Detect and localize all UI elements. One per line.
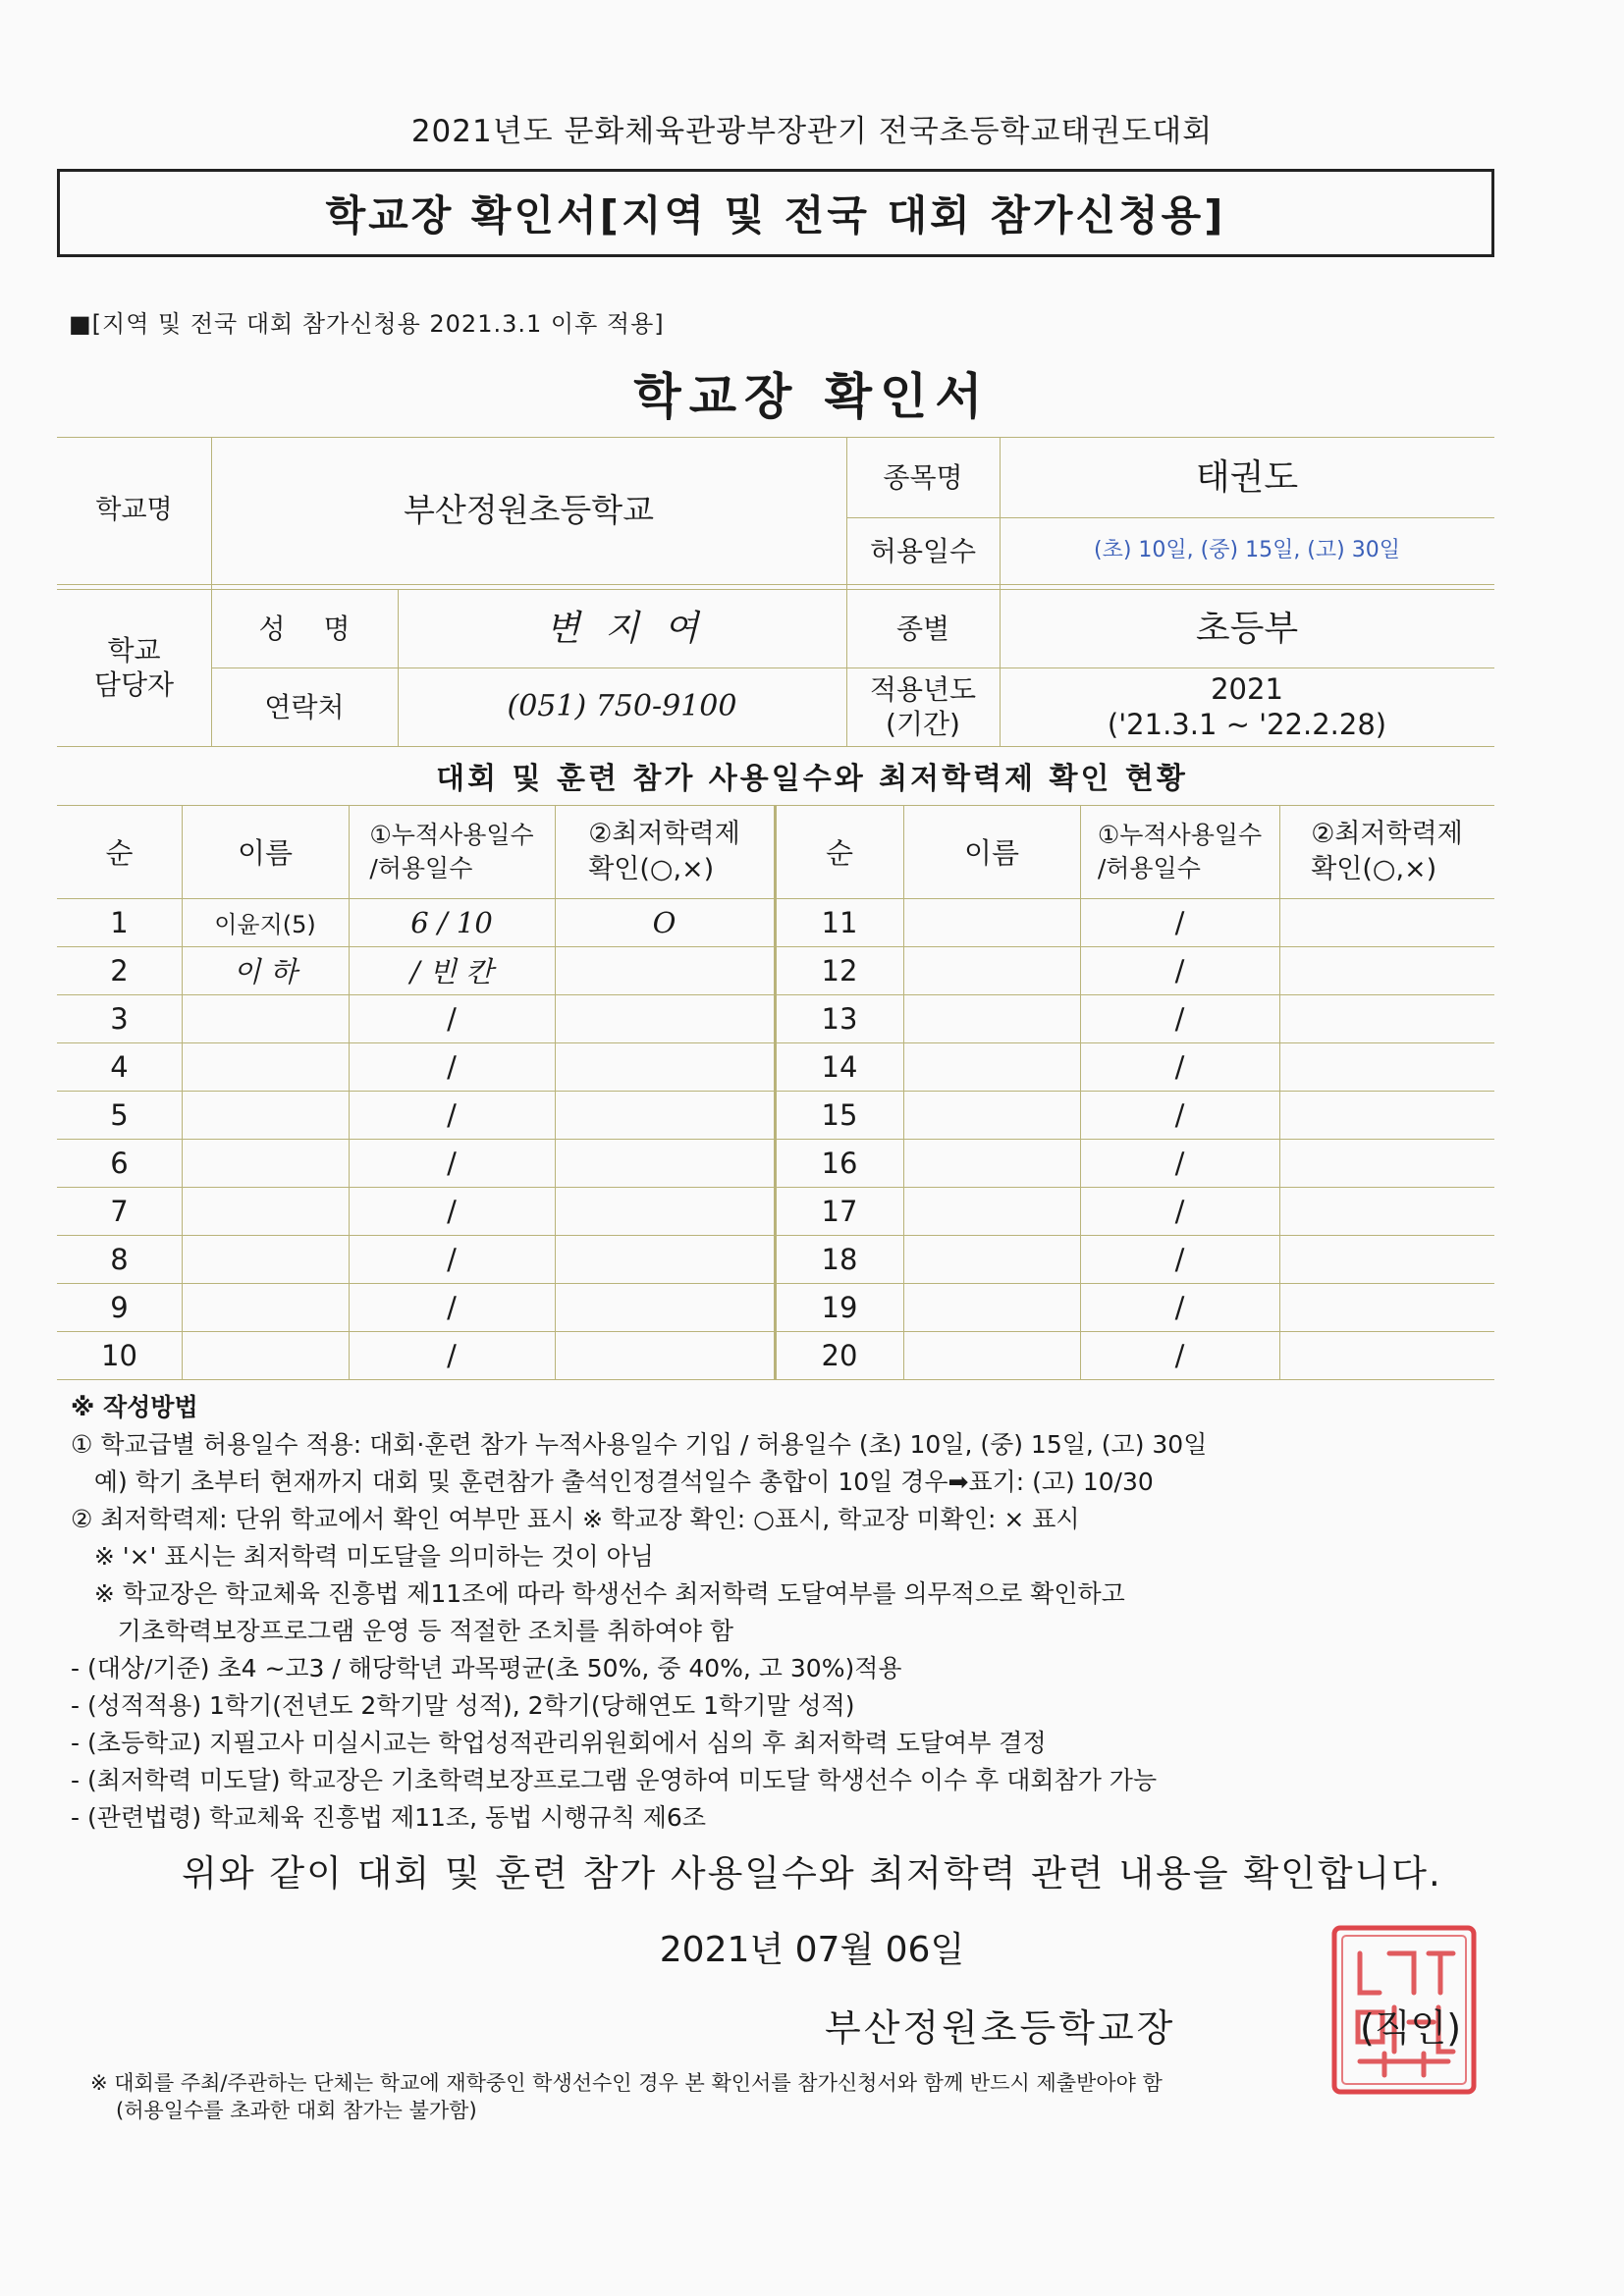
row-8-no: 8 [110,1242,129,1276]
header-name: 이름 [237,836,294,870]
row-16-name [903,1139,1080,1187]
school-value: 부산정원초등학교 [403,491,655,530]
school-label: 학교명 [95,495,173,526]
row-11-days: / [1174,905,1185,939]
row-3-name [182,994,349,1042]
row-6-days: / [447,1146,457,1180]
footnote-1: ※ 대회를 주최/주관하는 단체는 학교에 재학중인 학생선수인 경우 본 확인서를 참가신청서와 함께 반드시 제출받아야 함 [90,2071,1163,2095]
instruction-line: 예) 학기 초부터 현재까지 대회 및 훈련참가 출석인정결석일수 총합이 10일 경우➡표기: (고) 10/30 [71,1468,1154,1496]
row-17-days: / [1174,1194,1185,1228]
row-3-no: 3 [110,1001,129,1036]
row-7-check [555,1187,774,1235]
header-name-2: 이름 [963,836,1020,870]
row-6-no: 6 [110,1146,129,1180]
row-2-name: 이 하 [233,955,298,988]
instruction-line: ※ '×' 표시는 최저학력 미도달을 의미하는 것이 아님 [71,1542,654,1571]
year-value: 2021 ('21.3.1 ~ '22.2.28) [1107,671,1387,741]
row-9-no: 9 [110,1290,129,1324]
row-8-name [182,1235,349,1283]
row-10-days: / [447,1338,457,1372]
row-9-name [182,1283,349,1331]
row-1-days: 6 / 10 [410,905,493,939]
row-6-name [182,1139,349,1187]
row-20-no: 20 [821,1338,858,1372]
row-14-no: 14 [821,1049,858,1084]
confirm-text: 위와 같이 대회 및 훈련 참가 사용일수와 최저학력 관련 내용을 확인합니다. [182,1852,1442,1895]
row-18-days: / [1174,1242,1185,1276]
header-check: ②최저학력제 확인(○,×) [588,819,740,884]
row-9-check [555,1283,774,1331]
row-1-check: O [652,905,677,939]
row-3-check [555,994,774,1042]
days-value: (초) 10일, (중) 15일, (고) 30일 [1094,538,1400,563]
divider [57,746,1494,747]
row-2-no: 2 [110,953,129,988]
row-17-no: 17 [821,1194,858,1228]
row-2-days: / 빈 칸 [409,955,494,988]
row-10-name [182,1331,349,1379]
row-11-no: 11 [821,905,858,939]
year-label: 적용년도 (기간) [869,673,977,740]
sport-value: 태권도 [1195,456,1299,498]
row-19-no: 19 [821,1290,858,1324]
division-value: 초등부 [1195,608,1299,649]
header-days: ①누적사용일수 /허용일수 [369,820,534,882]
sport-label: 종목명 [883,460,963,494]
row-7-no: 7 [110,1194,129,1228]
row-19-check [1279,1283,1494,1331]
row-6-check [555,1139,774,1187]
row-20-days: / [1174,1338,1185,1372]
row-4-check [555,1042,774,1091]
instruction-line: - (성적적용) 1학기(전년도 2학기말 성적), 2학기(당해연도 1학기말 성적) [71,1691,855,1720]
row-9-days: / [447,1290,457,1324]
header-no: 순 [105,836,134,870]
row-15-no: 15 [821,1097,858,1132]
row-13-no: 13 [821,1001,858,1036]
row-14-days: / [1174,1049,1185,1084]
instruction-line: ※ 작성방법 [71,1393,198,1421]
seal-label: (직인) [1360,2006,1462,2050]
row-16-no: 16 [821,1146,858,1180]
divider [57,584,1494,585]
row-13-days: / [1174,1001,1185,1036]
row-14-name [903,1042,1080,1091]
row-18-no: 18 [821,1242,858,1276]
row-13-name [903,994,1080,1042]
row-2-check [555,946,774,994]
row-10-check [555,1331,774,1379]
boxed-title: 학교장 확인서[지역 및 전국 대회 참가신청용] [57,169,1494,257]
row-12-name [903,946,1080,994]
instruction-line: - (대상/기준) 초4 ~고3 / 해당학년 과목평균(초 50%, 중 40%, 고 30%)적용 [71,1654,902,1682]
header-no-2: 순 [825,836,853,870]
row-15-name [903,1091,1080,1139]
instruction-line: - (관련법령) 학교체육 진흥법 제11조, 동법 시행규칙 제6조 [71,1803,706,1832]
contact-label: 연락처 [264,690,345,723]
instruction-line: ② 최저학력제: 단위 학교에서 확인 여부만 표시 ※ 학교장 확인: ○표시, 학교장 미확인: × 표시 [71,1505,1080,1533]
instruction-line: - (초등학교) 지필고사 미실시교는 학업성적관리위원회에서 심의 후 최저학력 도달여부 결정 [71,1729,1047,1757]
name-label: 성 명 [258,612,351,645]
row-20-name [903,1331,1080,1379]
row-5-check [555,1091,774,1139]
row-16-check [1279,1139,1494,1187]
manager-label: 학교 담당자 [93,634,175,701]
row-5-no: 5 [110,1097,129,1132]
principal-name: 부산정원초등학교장 [825,2006,1176,2050]
row-11-check [1279,898,1494,946]
instruction-line: 기초학력보장프로그램 운영 등 적절한 조치를 취하여야 함 [71,1617,733,1645]
days-label: 허용일수 [869,534,977,567]
row-5-name [182,1091,349,1139]
row-7-days: / [447,1194,457,1228]
row-3-days: / [447,1001,457,1036]
row-12-no: 12 [821,953,858,988]
apply-note: ■[지역 및 전국 대회 참가신청용 2021.3.1 이후 적용] [69,310,665,338]
division-label: 종별 [895,612,950,645]
row-7-name [182,1187,349,1235]
row-14-check [1279,1042,1494,1091]
row-19-days: / [1174,1290,1185,1324]
row-18-check [1279,1235,1494,1283]
footnote-2: (허용일수를 초과한 대회 참가는 불가함) [116,2099,477,2122]
row-8-check [555,1235,774,1283]
event-title: 2021년도 문화체육관광부장관기 전국초등학교태권도대회 [410,114,1214,149]
section-title: 대회 및 훈련 참가 사용일수와 최저학력제 확인 현황 [436,762,1188,796]
header-days-2: ①누적사용일수 /허용일수 [1097,820,1263,882]
row-4-no: 4 [110,1049,129,1084]
row-5-days: / [447,1097,457,1132]
row-15-days: / [1174,1097,1185,1132]
instruction-line: - (최저학력 미도달) 학교장은 기초학력보장프로그램 운영하여 미도달 학생선수 이수 후 대회참가 가능 [71,1766,1158,1794]
instruction-line: ※ 학교장은 학교체육 진흥법 제11조에 따라 학생선수 최저학력 도달여부를 의무적으로 확인하고 [71,1579,1125,1608]
row-4-name [182,1042,349,1091]
row-1-name: 이윤지(5) [214,911,316,938]
divider [57,1379,1494,1380]
main-title: 학교장 확인서 [633,368,991,425]
row-17-name [903,1187,1080,1235]
row-17-check [1279,1187,1494,1235]
name-value: 변 지 여 [545,608,699,649]
row-19-name [903,1283,1080,1331]
row-13-check [1279,994,1494,1042]
row-18-name [903,1235,1080,1283]
row-12-check [1279,946,1494,994]
row-8-days: / [447,1242,457,1276]
row-16-days: / [1174,1146,1185,1180]
row-15-check [1279,1091,1494,1139]
row-12-days: / [1174,953,1185,988]
contact-value: (051) 750-9100 [507,689,737,724]
row-10-no: 10 [101,1338,137,1372]
header-check-2: ②최저학력제 확인(○,×) [1311,819,1463,884]
row-1-no: 1 [110,905,129,939]
row-4-days: / [447,1049,457,1084]
row-20-check [1279,1331,1494,1379]
instruction-line: ① 학교급별 허용일수 적용: 대회·훈련 참가 누적사용일수 기입 / 허용일수 (초) 10일, (중) 15일, (고) 30일 [71,1430,1208,1459]
row-11-name [903,898,1080,946]
date: 2021년 07월 06일 [659,1930,965,1970]
